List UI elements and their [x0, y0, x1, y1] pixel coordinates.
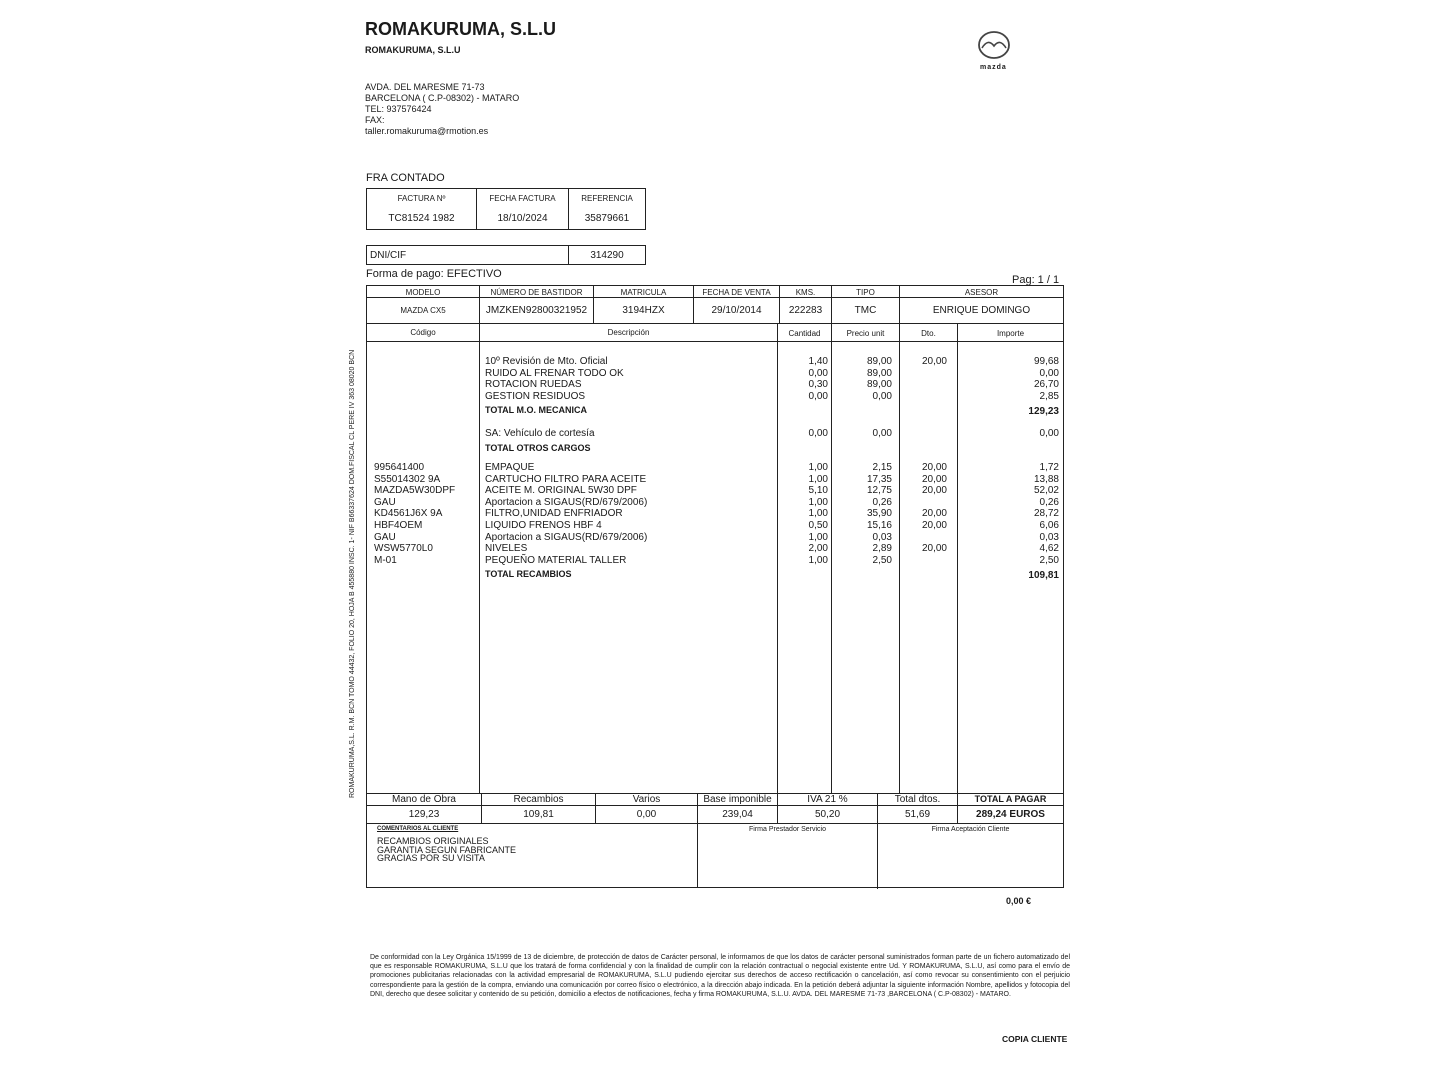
item-quantity: 0,00 [808, 428, 828, 440]
total-label-discounts: Total dtos. [894, 794, 941, 805]
vehicle-header-sale-date: FECHA DE VENTA [702, 288, 771, 297]
invoice-number: TC81524 1982 [388, 213, 455, 224]
group-total-label: TOTAL RECAMBIOS [485, 569, 572, 580]
items-header-description: Descripción [607, 328, 650, 337]
item-quantity: 2,00 [808, 543, 828, 555]
items-header-code: Código [410, 328, 436, 337]
item-code: S55014302 9A [374, 473, 441, 485]
item-code: WSW5770L0 [374, 543, 433, 555]
provider-signature-label: Firma Prestador Servicio [748, 826, 827, 833]
item-unit-price: 12,75 [866, 485, 892, 497]
item-description: CARTUCHO FILTRO PARA ACEITE [485, 473, 647, 485]
total-parts: 109,81 [523, 809, 554, 820]
item-quantity: 1,00 [808, 496, 828, 508]
registry-info: ROMAKURUMA,S.L. R.M. BCN TOMO 44432, FOLIO 20, HOJA B 455880 INSC. 1- NIF B66337624 DOM.FISCAL CL PERE IV 363 08020 BCN [349, 349, 356, 798]
payment-method: Forma de pago: EFECTIVO [366, 268, 502, 280]
item-description: NIVELES [485, 543, 528, 555]
item-code: M-01 [374, 554, 397, 566]
dni-label: DNI/CIF [370, 250, 407, 261]
item-amount: 52,02 [1033, 485, 1059, 497]
item-description: ROTACION RUEDAS [485, 379, 582, 391]
client-code: 314290 [590, 250, 624, 261]
document-type: FRA CONTADO [366, 172, 445, 184]
item-code: GAU [374, 496, 396, 508]
group-total-amount: 109,81 [1028, 570, 1059, 582]
vehicle-header-advisor: ASESOR [964, 288, 999, 297]
total-label-misc: Varios [632, 794, 661, 805]
item-quantity: 1,00 [808, 473, 828, 485]
vehicle-header-model: MODELO [405, 288, 441, 297]
item-unit-price: 0,00 [872, 390, 892, 402]
address-line-1: AVDA. DEL MARESME 71-73 [365, 82, 485, 92]
item-unit-price: 17,35 [866, 473, 892, 485]
phone: TEL: 937576424 [365, 104, 432, 114]
item-code: KD4561J6X 9A [374, 508, 443, 520]
item-amount: 28,72 [1033, 508, 1059, 520]
total-label-taxable-base: Base imponible [703, 794, 772, 805]
vehicle-header-plate: MATRICULA [620, 288, 667, 297]
email: taller.romakuruma@rmotion.es [365, 126, 489, 136]
item-amount: 13,88 [1033, 473, 1059, 485]
item-unit-price: 0,00 [872, 428, 892, 440]
item-description: 10º Revisión de Mto. Oficial [485, 356, 608, 367]
item-unit-price: 89,00 [866, 356, 892, 367]
item-description: GESTION RESIDUOS [485, 390, 586, 402]
vehicle-header-type: TIPO [856, 288, 875, 297]
comments-block [377, 837, 516, 863]
item-amount: 0,03 [1039, 531, 1059, 543]
item-discount: 20,00 [921, 543, 947, 555]
item-unit-price: 89,00 [866, 379, 892, 391]
item-code: GAU [374, 531, 396, 543]
item-unit-price: 2,89 [872, 543, 892, 555]
total-misc: 0,00 [636, 809, 657, 820]
invoice-number-label: FACTURA Nº [397, 194, 446, 203]
item-unit-price: 2,50 [872, 554, 892, 566]
vehicle-advisor: ENRIQUE DOMINGO [932, 305, 1031, 316]
item-description: SA: Vehículo de cortesía [485, 428, 595, 440]
invoice-date: 18/10/2024 [497, 213, 548, 224]
item-description: Aportacion a SIGAUS(RD/679/2006) [485, 531, 648, 543]
item-amount: 0,00 [1039, 367, 1059, 379]
item-discount: 20,00 [921, 356, 947, 367]
invoice-date-label: FECHA FACTURA [489, 194, 556, 203]
address-block [365, 82, 519, 137]
group-total-label: TOTAL M.O. MECANICA [485, 405, 587, 416]
total-label-labor: Mano de Obra [392, 794, 456, 805]
item-quantity: 5,10 [808, 485, 828, 497]
item-unit-price: 89,00 [866, 367, 892, 379]
item-unit-price: 35,90 [866, 508, 892, 520]
items-header-discount: Dto. [921, 329, 936, 338]
item-discount: 20,00 [921, 508, 947, 520]
total-label-parts: Recambios [513, 794, 564, 805]
item-quantity: 1,00 [808, 554, 828, 566]
item-code: 995641400 [374, 462, 425, 473]
items-header-unit-price: Precio unit [846, 329, 885, 338]
item-description: RUIDO AL FRENAR TODO OK [485, 367, 624, 379]
item-discount: 20,00 [921, 462, 947, 473]
vehicle-vin: JMZKEN92800321952 [485, 305, 588, 316]
comments-label: COMENTARIOS AL CLIENTE [377, 826, 459, 832]
item-amount: 2,50 [1039, 554, 1059, 566]
item-discount: 20,00 [921, 485, 947, 497]
logo-text: mazda [980, 64, 1007, 71]
item-quantity: 1,00 [808, 462, 828, 473]
reference: 35879661 [584, 213, 630, 224]
total-discounts: 51,69 [904, 809, 931, 820]
comment-line: GARANTIA SEGUN FABRICANTE [377, 844, 517, 855]
vehicle-plate: 3194HZX [622, 305, 665, 316]
item-unit-price: 2,15 [872, 462, 892, 473]
fax: FAX: [365, 115, 385, 125]
item-description: LIQUIDO FRENOS HBF 4 [485, 520, 602, 531]
item-unit-price: 0,26 [872, 496, 892, 508]
items-header-amount: Importe [996, 329, 1025, 338]
company-subname: ROMAKURUMA, S.L.U [365, 45, 461, 55]
item-quantity: 1,40 [808, 356, 828, 367]
vehicle-kms: 222283 [788, 305, 823, 316]
comment-line: GRACIAS POR SU VISITA [377, 853, 485, 863]
item-discount: 20,00 [921, 520, 947, 531]
vehicle-type: TMC [854, 305, 877, 316]
item-description: ACEITE M. ORIGINAL 5W30 DPF [485, 485, 637, 497]
vat-amount: 50,20 [814, 809, 841, 820]
legal-notice: De conformidad con la Ley Orgánica 15/1999 de 13 de diciembre, de protección de datos de Carácter personal, le informamos de que los datos de carácter personal suministrados forman parte de un fichero automatizado del que es responsable ROMAKURUMA, S.L.U que los tratará de forma confidencial y con la finalidad de cumplir con la relación contractual o negocial existente entre Ud. Y ROMAKURUMA, S.L.U, así como para el envío de promociones publicitarias relacionadas con la actividad empresarial de ROMAKURUMA, S.L.U pudiendo ejercitar sus derechos de acceso rectificación o cancelación, así como revocar su consentimiento con el perjuicio correspondiente para la gestión de la compra, enviando una comunicación por correo físico o electrónico, a la dirección abajo indicada. En la petición deberá adjuntar la siguiente información Nombre, apellidos y fotocopia del DNI, derecho que desee solicitar y contenido de su petición, domicilio a efectos de notificaciones, fecha y firma ROMAKURUMA, S.L.U. AVDA. DEL MARESME 71-73 ,BARCELONA ( C.P-08302) - MATARO. [370, 954, 1070, 998]
item-amount: 0,26 [1039, 496, 1059, 508]
client-signature-label: Firma Aceptación Cliente [931, 826, 1010, 833]
reference-label: REFERENCIA [581, 194, 633, 203]
vehicle-header-kms: KMS. [795, 288, 816, 297]
item-discount: 20,00 [921, 473, 947, 485]
item-description: Aportacion a SIGAUS(RD/679/2006) [485, 496, 648, 508]
item-amount: 1,72 [1039, 462, 1059, 473]
company-name: ROMAKURUMA, S.L.U [365, 19, 556, 39]
invoice-info-box [366, 188, 646, 230]
total-labor: 129,23 [408, 809, 440, 820]
total-to-pay: 289,24 EUROS [976, 809, 1045, 820]
mazda-logo [972, 30, 1030, 69]
item-quantity: 1,00 [808, 531, 828, 543]
item-quantity: 0,50 [808, 520, 828, 531]
item-description: PEQUEÑO MATERIAL TALLER [485, 554, 627, 566]
group-total-amount: 129,23 [1028, 406, 1059, 418]
item-amount: 2,85 [1039, 390, 1059, 402]
balance-due: 0,00 € [1006, 896, 1032, 906]
vehicle-header-vin: NÚMERO DE BASTIDOR [490, 288, 583, 297]
invoice-table [366, 285, 1064, 888]
client-id-box [366, 245, 646, 265]
vehicle-sale-date: 29/10/2014 [711, 305, 762, 316]
item-code: HBF4OEM [374, 520, 423, 531]
item-amount: 26,70 [1033, 379, 1059, 391]
item-amount: 6,06 [1039, 520, 1059, 531]
item-unit-price: 0,03 [872, 531, 892, 543]
mazda-logo-icon [972, 30, 1030, 64]
item-amount: 4,62 [1039, 543, 1059, 555]
item-quantity: 1,00 [808, 508, 828, 520]
item-quantity: 0,30 [808, 379, 828, 391]
item-code: MAZDA5W30DPF [374, 485, 456, 497]
item-amount: 99,68 [1033, 356, 1059, 367]
line-items [367, 356, 1063, 796]
total-label-vat: IVA 21 % [807, 794, 848, 805]
address-line-2: BARCELONA ( C.P-08302) - MATARO [365, 93, 520, 103]
item-quantity: 0,00 [808, 367, 828, 379]
item-description: EMPAQUE [485, 462, 535, 473]
page-number: Pag: 1 / 1 [1012, 274, 1060, 286]
items-header-quantity: Cantidad [788, 329, 821, 338]
comment-line: RECAMBIOS ORIGINALES [377, 836, 489, 846]
copy-label: COPIA CLIENTE [1002, 1034, 1068, 1044]
item-amount: 0,00 [1039, 428, 1059, 440]
item-unit-price: 15,16 [866, 520, 892, 531]
group-total-label: TOTAL OTROS CARGOS [485, 443, 591, 453]
total-label-to-pay: TOTAL A PAGAR [974, 794, 1047, 804]
item-quantity: 0,00 [808, 390, 828, 402]
taxable-base: 239,04 [722, 809, 753, 820]
item-description: FILTRO,UNIDAD ENFRIADOR [485, 508, 623, 520]
vehicle-model: MAZDA CX5 [400, 306, 446, 315]
